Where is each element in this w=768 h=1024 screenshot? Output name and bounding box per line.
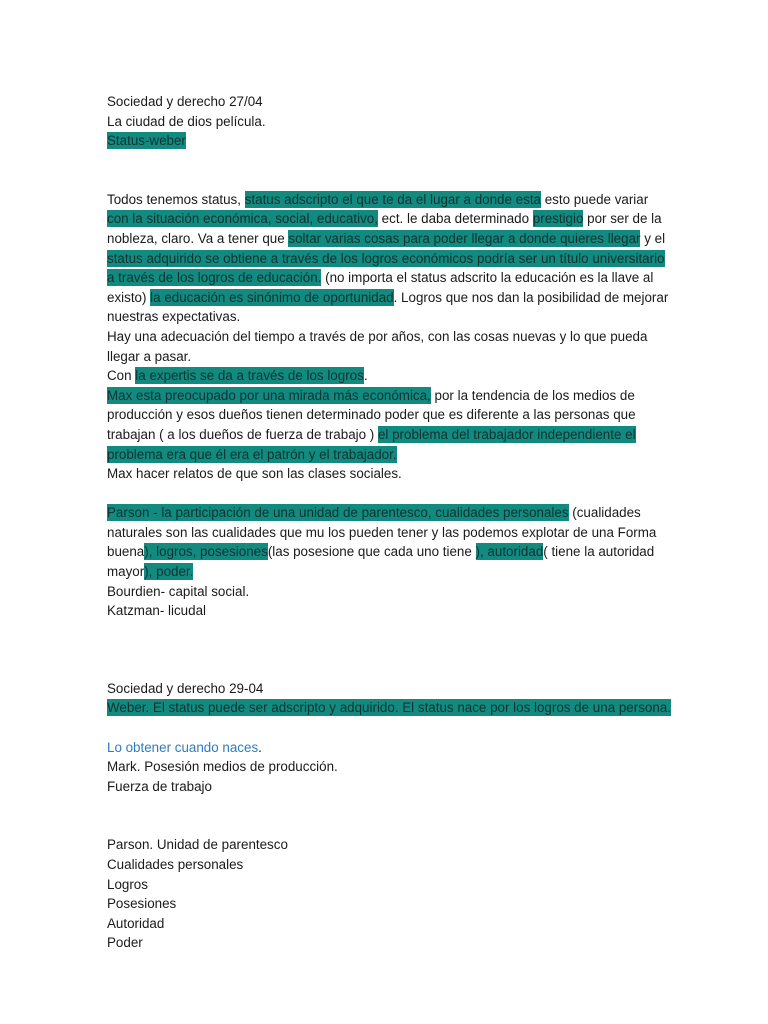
text-run: existo) — [107, 289, 151, 305]
section1-title: Sociedad y derecho 27/04 — [107, 94, 263, 109]
paragraph-expertis — [107, 366, 647, 386]
text-line: naturales son las cualidades que mu los pueden tener y las podemos explotar de una Forma — [107, 524, 657, 540]
text-run: y el — [640, 230, 666, 246]
text-run: Con — [107, 368, 136, 384]
text-line — [107, 268, 654, 288]
highlight-run: Parson - la participación de una unidad de parentesco, cualidades personales — [107, 505, 569, 521]
text-line: producción y esos dueños tienen determinado poder que es diferente a las personas que — [107, 407, 636, 423]
list-item: Logros — [107, 876, 148, 892]
text-line: Bourdien- capital social. — [107, 583, 250, 599]
text-line: Max hacer relatos de que son las clases sociales. — [107, 466, 402, 482]
topic-line — [107, 131, 647, 151]
text-run: . Logros que nos dan la posibilidad de mejorar — [393, 289, 669, 305]
parson-list — [107, 835, 647, 953]
highlight-run: el problema del trabajador independiente el — [377, 426, 636, 442]
blue-text-run: Lo obtener cuando naces — [107, 739, 259, 755]
text-line: nuestras expectativas. — [107, 309, 241, 325]
highlight-run: ), autoridad — [475, 544, 544, 560]
highlight-run: soltar varias cosas para poder llegar a donde quieres llegar — [288, 230, 641, 246]
text-line — [107, 209, 662, 229]
topic-highlight: Status-weber — [107, 133, 186, 149]
spacer — [107, 718, 647, 738]
list-item: Parson. Unidad de parentesco — [107, 837, 288, 853]
highlight-run: con la situación económica, social, educativo, — [107, 211, 378, 227]
text-run: trabajan ( a los dueños de fuerza de trabajo ) — [107, 426, 378, 442]
text-run: (las posesione que cada uno tiene — [267, 544, 476, 560]
text-run: ect. le daba determinado — [377, 211, 533, 227]
text-run: nobleza, claro. Va a tener que — [107, 230, 289, 246]
text-line — [107, 386, 647, 406]
highlight-run: prestigio — [532, 211, 584, 227]
text-run: buena — [107, 544, 145, 560]
text-run: esto puede variar — [540, 191, 649, 207]
text-line: Katzman- licudal — [107, 603, 206, 619]
list-item: Autoridad — [107, 915, 165, 931]
mark-line: Mark. Posesión medios de producción. — [107, 759, 338, 775]
highlight-run: problema era que él era el patrón y el trabajador. — [107, 446, 397, 462]
text-line — [107, 542, 655, 562]
spacer — [107, 796, 647, 835]
text-line — [107, 445, 647, 465]
weber-line — [107, 698, 671, 718]
text-run: por la tendencia de los medios de — [430, 387, 635, 403]
highlight-run: a través de los logros de educación. — [107, 270, 322, 286]
text-line — [107, 503, 647, 523]
highlight-run: status adquirido se obtiene a través de los logros económicos podría ser un título universitario — [107, 250, 665, 266]
text-run: (cualidades — [568, 505, 641, 521]
text-run: (no importa el status adscrito la educación es la llave al — [321, 270, 654, 286]
film-line: La ciudad de dios película. — [107, 113, 266, 129]
text-line — [107, 249, 665, 269]
text-line — [107, 366, 647, 386]
highlight-run: la educación es sinónimo de oportunidad — [150, 289, 394, 305]
text-run: por ser de la — [583, 211, 662, 227]
text-line — [107, 190, 647, 210]
text-line — [107, 425, 647, 445]
paragraph-max — [107, 386, 647, 484]
text-run: . — [258, 739, 262, 755]
fuerza-line: Fuerza de trabajo — [107, 778, 212, 794]
spacer — [107, 621, 647, 679]
text-line — [107, 288, 669, 308]
highlight-run: ), poder. — [144, 564, 194, 580]
text-line — [107, 562, 647, 582]
list-item: Posesiones — [107, 896, 177, 912]
text-run: ( tiene la autoridad — [543, 544, 655, 560]
section2-title: Sociedad y derecho 29-04 — [107, 680, 264, 696]
list-item: Poder — [107, 935, 143, 951]
spacer — [107, 484, 647, 504]
spacer — [107, 151, 647, 190]
paragraph-parson — [107, 503, 657, 621]
highlight-run: Weber. El status puede ser adscripto y adquirido. El status nace por los logros de una persona. — [107, 700, 671, 716]
highlight-run: status adscripto el que te da el lugar a donde esta — [244, 191, 541, 207]
text-run: mayor — [107, 564, 145, 580]
text-line: Hay una adecuación del tiempo a través de por años, con las cosas nuevas y lo que pueda — [107, 328, 648, 344]
blue-line — [107, 738, 647, 758]
text-run: . — [363, 368, 368, 384]
text-line: llegar a pasar. — [107, 348, 192, 364]
highlight-run: la expertis se da a través de los logros — [135, 368, 364, 384]
text-line — [107, 229, 666, 249]
paragraph-adecuacion — [107, 327, 647, 366]
document-body — [107, 92, 671, 953]
text-run: Todos tenemos status, — [107, 191, 245, 207]
highlight-run: ), logros, posesiones — [144, 544, 268, 560]
paragraph-status — [107, 190, 669, 327]
list-item: Cualidades personales — [107, 857, 244, 872]
highlight-run: Max esta preocupado por una mirada más económica, — [107, 387, 431, 403]
